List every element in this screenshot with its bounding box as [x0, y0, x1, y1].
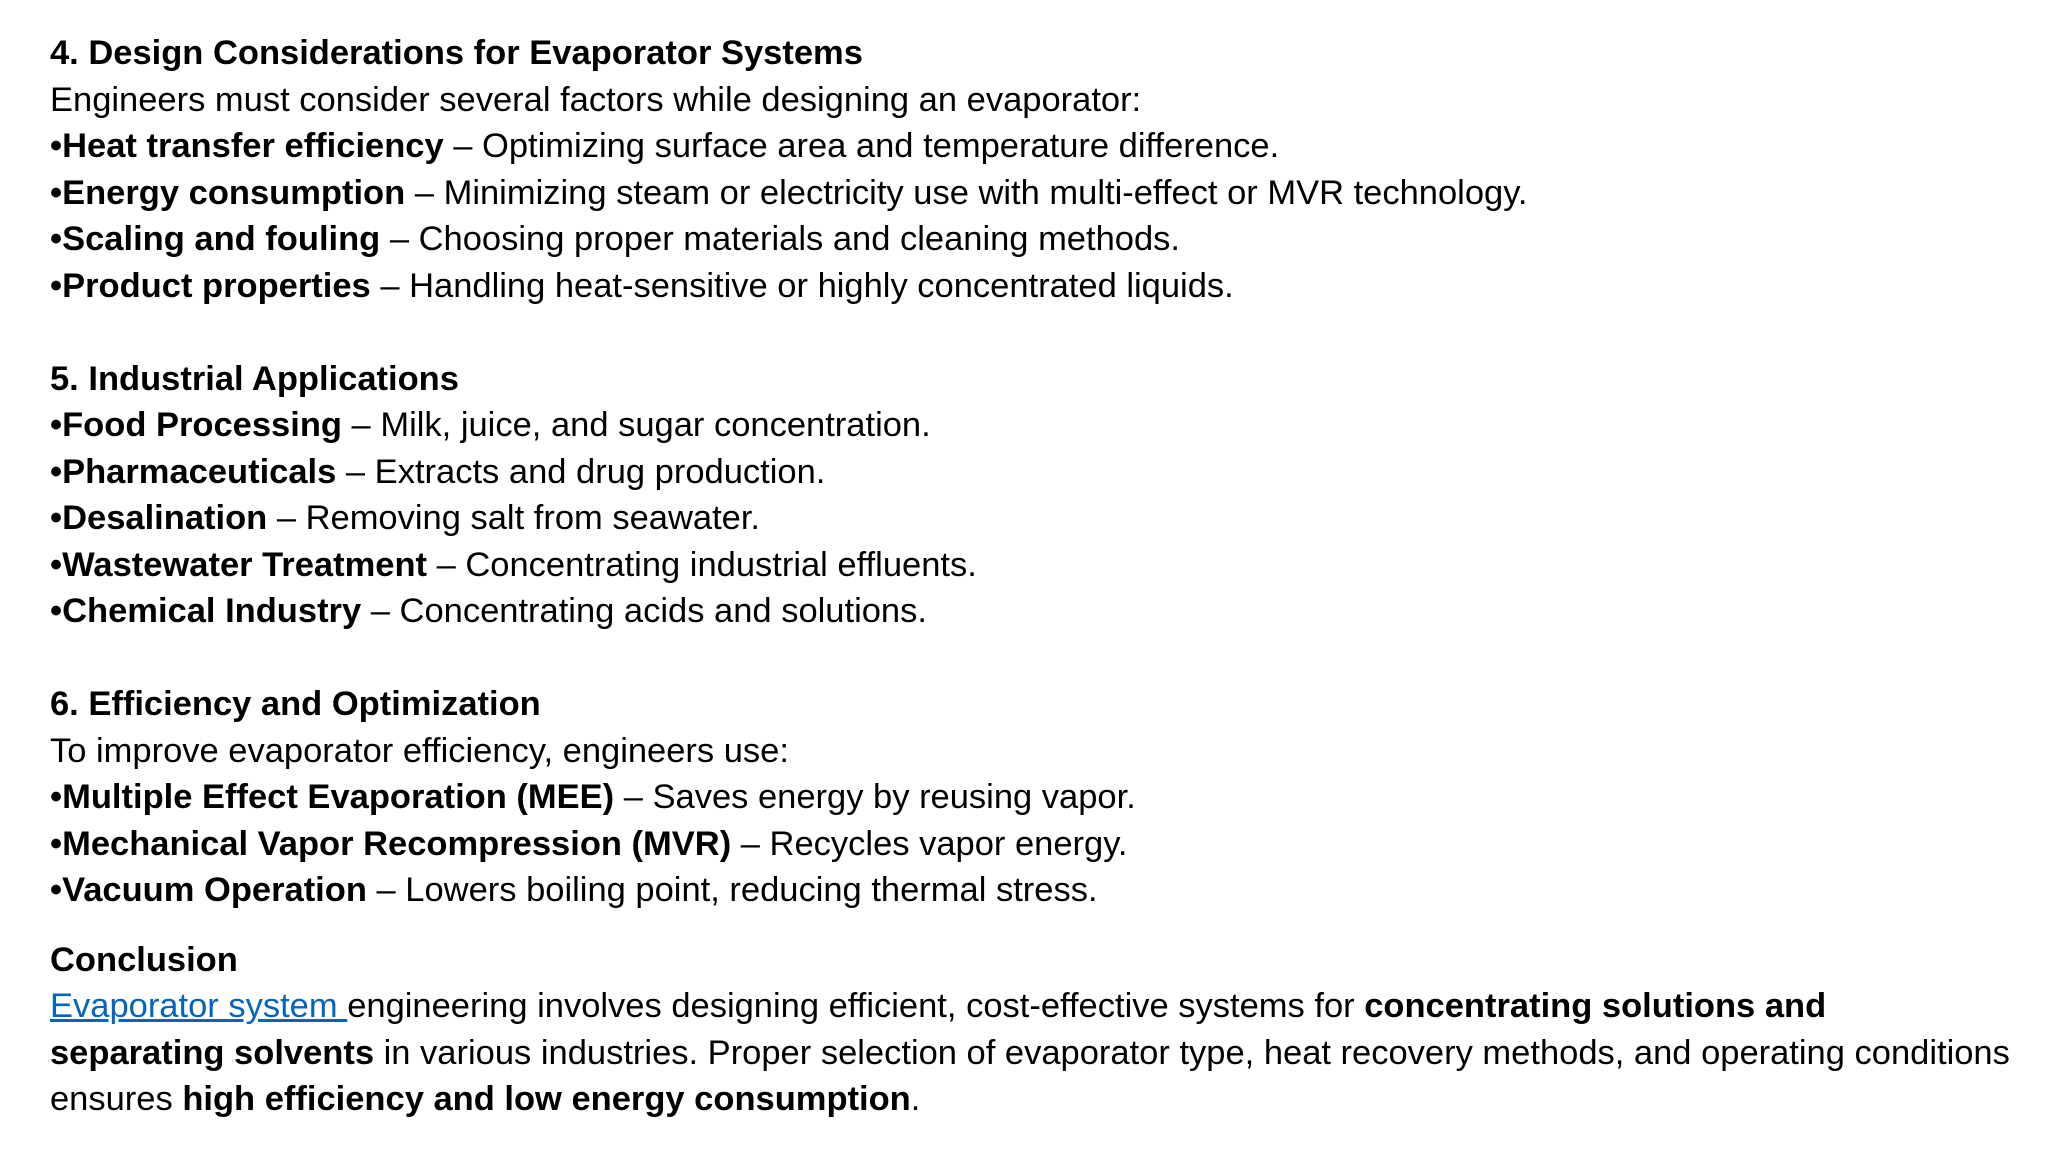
spacer: [50, 635, 2010, 682]
conclusion-bold: high efficiency and low energy consumption: [182, 1080, 911, 1118]
bullet-icon: •: [50, 173, 63, 212]
bullet-item: [50, 123, 2010, 170]
bullet-term: Heat transfer efficiency: [62, 127, 444, 165]
bullet-icon: •: [50, 499, 63, 537]
conclusion-text: in various industries. Proper selection of evaporator type, heat recovery methods, and operating conditions ensures: [50, 1033, 2010, 1118]
bullet-item: [50, 170, 2010, 217]
bullet-desc: – Extracts and drug production.: [336, 452, 826, 491]
bullet-item: [50, 867, 2010, 914]
bullet-icon: •: [50, 127, 63, 165]
bullet-term: Food Processing: [62, 406, 342, 444]
bullet-item: [50, 542, 2010, 589]
bullet-icon: •: [50, 406, 63, 444]
evaporator-system-link[interactable]: Evaporator system: [50, 987, 348, 1025]
bullet-icon: •: [50, 592, 63, 630]
section-intro: Engineers must consider several factors while designing an evaporator:: [50, 80, 1142, 119]
bullet-term: Vacuum Operation: [62, 871, 367, 909]
section-heading: 5. Industrial Applications: [50, 359, 459, 398]
bullet-desc: – Concentrating acids and solutions.: [361, 592, 927, 630]
conclusion-bold: concentrating solutions and separating solvents: [50, 987, 1827, 1072]
bullet-term: Product properties: [62, 266, 371, 305]
document-body: [50, 30, 2010, 1123]
bullet-icon: •: [50, 824, 63, 863]
bullet-term: Pharmaceuticals: [62, 452, 337, 491]
conclusion-text: engineering involves designing efficient, cost-effective systems for: [347, 987, 1365, 1025]
bullet-icon: •: [50, 266, 63, 305]
bullet-term: Desalination: [62, 499, 268, 537]
bullet-item: [50, 821, 2010, 868]
spacer: [50, 914, 2010, 937]
section-heading: 4. Design Considerations for Evaporator Systems: [50, 34, 863, 72]
bullet-desc: – Milk, juice, and sugar concentration.: [341, 406, 931, 444]
bullet-term: Multiple Effect Evaporation (MEE): [62, 778, 615, 816]
conclusion-paragraph: [50, 983, 2010, 1123]
bullet-desc: – Optimizing surface area and temperature difference.: [443, 127, 1280, 165]
bullet-desc: – Lowers boiling point, reducing thermal stress.: [366, 871, 1098, 909]
bullet-item: [50, 402, 2010, 449]
section-heading: 6. Efficiency and Optimization: [50, 685, 541, 723]
bullet-icon: •: [50, 545, 63, 584]
bullet-item: [50, 449, 2010, 496]
conclusion-text: .: [910, 1080, 921, 1118]
bullet-icon: •: [50, 452, 63, 491]
bullet-term: Wastewater Treatment: [62, 545, 428, 584]
bullet-desc: – Concentrating industrial effluents.: [427, 545, 977, 584]
spacer: [50, 309, 2010, 356]
bullet-term: Scaling and fouling: [62, 220, 381, 258]
bullet-icon: •: [50, 778, 63, 816]
bullet-desc: – Saves energy by reusing vapor.: [614, 778, 1136, 816]
bullet-item: [50, 216, 2010, 263]
bullet-term: Mechanical Vapor Recompression (MVR): [62, 824, 732, 863]
section-intro: To improve evaporator efficiency, engineers use:: [50, 731, 789, 770]
bullet-item: [50, 495, 2010, 542]
bullet-icon: •: [50, 220, 63, 258]
bullet-term: Energy consumption: [62, 173, 406, 212]
bullet-term: Chemical Industry: [62, 592, 362, 630]
bullet-icon: •: [50, 871, 63, 909]
bullet-desc: – Minimizing steam or electricity use with multi-effect or MVR technology.: [405, 173, 1528, 212]
bullet-desc: – Handling heat-sensitive or highly concentrated liquids.: [370, 266, 1234, 305]
bullet-desc: – Removing salt from seawater.: [267, 499, 761, 537]
conclusion-heading: Conclusion: [50, 940, 238, 979]
bullet-item: [50, 588, 2010, 635]
bullet-item: [50, 774, 2010, 821]
bullet-desc: – Recycles vapor energy.: [731, 824, 1128, 863]
bullet-desc: – Choosing proper materials and cleaning methods.: [380, 220, 1180, 258]
bullet-item: [50, 263, 2010, 310]
